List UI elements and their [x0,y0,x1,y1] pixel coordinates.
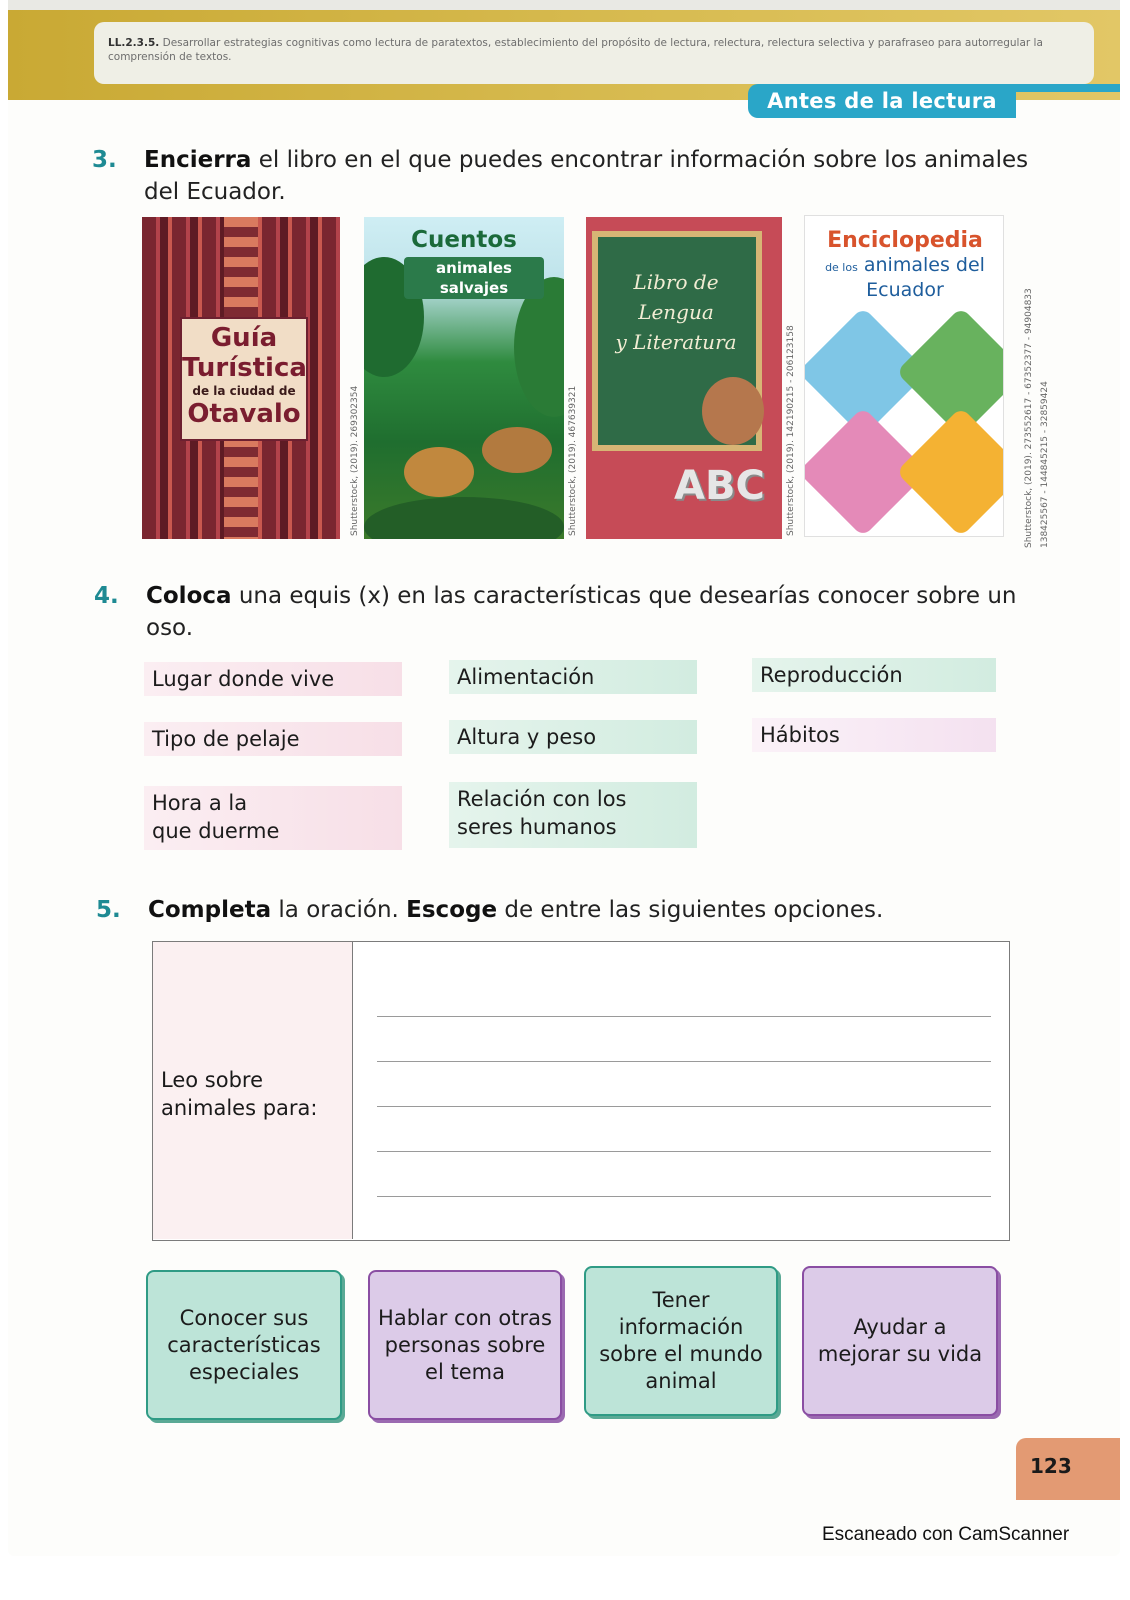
question-verb: Escoge [406,897,498,923]
skill-objective-box [94,22,1094,84]
book-subtitle-line: animales del [863,254,985,276]
jungle-foliage [364,497,564,539]
option-relacion-seres-humanos[interactable]: Relación con los seres humanos [449,782,697,848]
sentence-start: Leo sobre animales para: [161,1068,318,1120]
jungle-foliage [482,427,552,473]
image-credit: Shutterstock, (2019). 467639321 [568,385,578,536]
color-diamond [896,407,1004,537]
book-subtitle-small: de los [825,261,858,274]
ribbon-line: salvajes [439,279,509,297]
book-cuentos-animales[interactable] [364,217,564,539]
question-verb: Coloca [146,583,232,609]
image-credit: 138425567 - 144845215 - 32859424 [1040,381,1050,548]
scanner-watermark: Escaneado con CamScanner [822,1524,1070,1545]
ribbon-line: animales [436,259,512,277]
writing-line[interactable] [377,1106,991,1107]
writing-line[interactable] [377,1151,991,1152]
textbook-page [8,0,1120,1556]
choice-card-hablar[interactable]: Hablar con otras personas sobre el tema [368,1270,562,1420]
writing-line[interactable] [377,1196,991,1197]
option-lugar-donde-vive[interactable]: Lugar donde vive [144,662,402,696]
choice-card-tener[interactable]: Tener información sobre el mundo animal [584,1266,778,1416]
choice-card-conocer[interactable]: Conocer sus características especiales [146,1270,342,1420]
question-rest: el libro en el que puedes encontrar información sobre los animales del Ecuador. [144,147,1029,205]
question-verb: Encierra [144,147,252,173]
book-title: Cuentos [411,227,517,253]
question-number: 5. [96,897,121,923]
book-label [180,317,308,441]
book-subtitle [805,254,1004,301]
question-number: 3. [92,147,117,173]
book-lengua-literatura[interactable] [586,217,782,539]
option-tipo-de-pelaje[interactable]: Tipo de pelaje [144,722,402,756]
option-altura-y-peso[interactable]: Altura y peso [449,720,697,754]
writing-line[interactable] [377,1061,991,1062]
image-credit: Shutterstock, (2019). 269302354 [350,385,360,536]
question-rest: una equis (x) en las características que desearías conocer sobre un oso. [146,583,1017,641]
book-title-line: Guía [210,323,278,353]
book-title [596,267,756,357]
question-text [148,894,1048,926]
option-alimentacion[interactable]: Alimentación [449,660,697,694]
section-tab: Antes de la lectura [748,84,1016,118]
book-title: Enciclopedia [827,228,983,253]
book-title-line: Turística [182,353,307,383]
option-habitos[interactable]: Hábitos [752,718,996,752]
question-rest: la oración. [271,897,407,923]
question-text [144,144,1044,208]
page-number: 123 [1016,1438,1120,1500]
section-tab-tail [1008,84,1120,92]
choice-card-ayudar[interactable]: Ayudar a mejorar su vida [802,1266,998,1416]
book-guia-turistica[interactable] [142,217,340,539]
image-credit: Shutterstock, (2019). 142190215 - 206123158 [786,325,796,536]
child-illustration [702,377,764,445]
skill-text: Desarrollar estrategias cognitivas como lectura de paratextos, establecimiento del propósito de lectura, relectura, relectura selectiva y parafraseo para autorregular la comprensión de textos. [108,37,1043,63]
question-number: 4. [94,583,119,609]
book-enciclopedia[interactable] [804,215,1004,537]
option-reproduccion[interactable]: Reproducción [752,658,996,692]
book-title-line: Libro de Lengua [633,270,719,324]
option-hora-que-duerme[interactable]: Hora a la que duerme [144,786,402,850]
book-title-line: Otavalo [187,399,301,429]
header-shade [8,0,1120,10]
question-text [146,580,1046,644]
question-verb: Completa [148,897,272,923]
question-rest: de entre las siguientes opciones. [497,897,884,923]
skill-code: LL.2.3.5. [108,37,160,49]
book-title-line: de la ciudad de [192,384,296,398]
sentence-start-cell [153,942,353,1239]
question-5 [96,894,1056,930]
book-title-line: y Literatura [615,330,737,354]
book-ribbon [404,257,544,299]
question-4 [94,580,1054,646]
book-subtitle-line: Ecuador [866,279,944,301]
image-credit: Shutterstock, (2019). 273552617 - 67352377 - 94904833 [1024,288,1034,548]
jungle-foliage [404,447,474,497]
completion-table [152,941,1010,1241]
abc-letters: ABC [674,463,765,509]
question-3 [92,144,1052,210]
writing-line[interactable] [377,1016,991,1017]
